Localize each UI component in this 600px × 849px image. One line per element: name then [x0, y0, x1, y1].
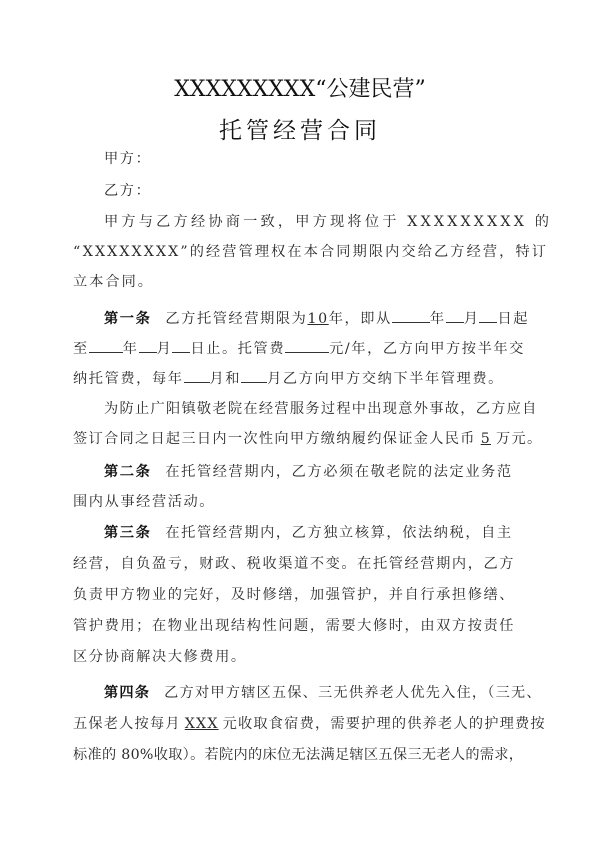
pay-month2-blank	[241, 368, 267, 383]
article-heading: 第一条	[104, 311, 152, 327]
article-heading: 第三条	[104, 525, 152, 541]
pay-month1-blank	[184, 368, 210, 383]
end-month-blank	[139, 338, 157, 353]
end-year-blank	[89, 338, 123, 353]
start-day-blank	[479, 308, 497, 323]
term-years-field: 10	[307, 311, 329, 327]
article-heading: 第四条	[104, 685, 151, 701]
document-title-line2: 托管经营合同	[219, 118, 381, 144]
article-heading: 第二条	[104, 464, 152, 480]
party-a-label: 甲方：	[104, 151, 152, 167]
end-day-blank	[172, 338, 190, 353]
start-year-blank	[392, 308, 430, 323]
intro-line: 甲方与乙方经协商一致，甲方现将位于 XXXXXXXXX 的	[104, 214, 553, 230]
fee-amount-blank	[285, 338, 329, 353]
article1-deposit-line: 为防止广阳镇敬老院在经营服务过程中出现意外事故，乙方应自	[104, 401, 538, 417]
party-b-label: 乙方：	[104, 183, 152, 199]
board-fee-field: XXX	[184, 716, 219, 732]
document-title-line1: XXXXXXXXX“公建民营”	[174, 77, 426, 102]
intro-line: 立本合同。	[73, 274, 154, 290]
start-month-blank	[446, 308, 464, 323]
deposit-amount-field: 5	[480, 431, 492, 447]
intro-line: “XXXXXXXX”的经营管理权在本合同期限内交给乙方经营，特订	[73, 244, 549, 260]
